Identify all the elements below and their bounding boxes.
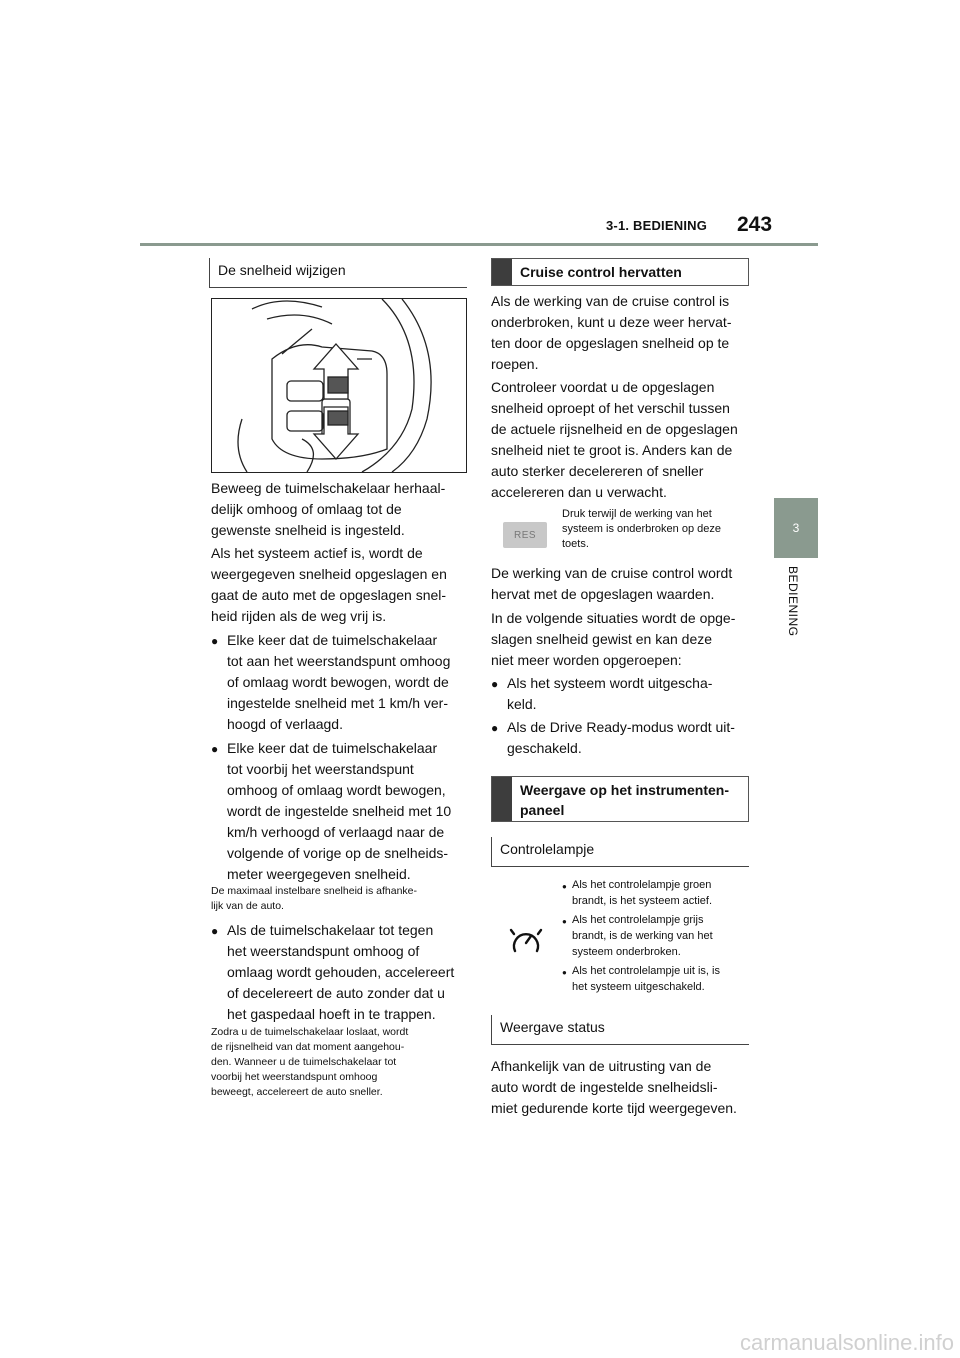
text-line: Elke keer dat de tuimelschakelaar <box>227 632 438 648</box>
bullet-icon: ● <box>562 882 567 891</box>
bullet-item-10km <box>211 738 473 885</box>
text-line: accelereren dan u verwacht. <box>491 484 667 500</box>
text-line: Als het controlelampje grijs <box>572 914 704 926</box>
bullet-item-1km <box>211 630 473 735</box>
text-line: omlaag wordt gehouden, accelereert <box>227 964 455 980</box>
text-line: tot aan het weerstandspunt omhoog <box>227 653 451 669</box>
text-line: Afhankelijk van de uitrusting van de <box>491 1058 712 1074</box>
text-line: het weerstandspunt omhoog of <box>227 943 420 959</box>
section-box-instrument-panel <box>491 776 749 822</box>
list-item <box>562 963 754 995</box>
text-line: De werking van de cruise control wordt <box>491 565 733 581</box>
text-line: ingestelde snelheid met 1 km/h ver- <box>227 695 448 711</box>
bullet-item-drive-ready <box>491 717 753 759</box>
para-resume-3 <box>491 563 753 605</box>
text-line: Controleer voordat u de opgeslagen <box>491 379 715 395</box>
subheading-change-speed: De snelheid wijzigen <box>209 258 467 288</box>
note-release <box>211 1025 473 1100</box>
bullet-item-hold <box>211 920 473 1025</box>
para-change-speed-1 <box>211 478 473 541</box>
text-line: Als het systeem actief is, wordt de <box>211 545 423 561</box>
text-line: delijk omhoog of omlaag tot de <box>211 501 402 517</box>
text-line: snelheid niet te groot is. Anders kan de <box>491 442 733 458</box>
header-rule <box>140 243 818 246</box>
text-line: systeem onderbroken. <box>572 946 681 958</box>
chapter-tab: 3 <box>774 498 818 558</box>
para-resume-4 <box>491 608 753 671</box>
section-header: 3-1. BEDIENING <box>606 218 708 233</box>
text-line: km/h verhoogd of verlaagd naar de <box>227 824 445 840</box>
text-line: Weergave op het instrumenten- <box>520 782 730 798</box>
lamp-status-list <box>562 877 754 998</box>
text-line: Als de werking van de cruise control is <box>491 293 730 309</box>
note-max-speed <box>211 884 473 914</box>
res-button-icon: RES <box>503 522 547 548</box>
text-line: Als het controlelampje groen <box>572 879 712 891</box>
bullet-item-system-off <box>491 673 753 715</box>
steering-switch-illustration <box>211 298 467 473</box>
text-line: wordt de ingestelde snelheid met 10 <box>227 803 452 819</box>
text-line: lijk van de auto. <box>211 900 284 912</box>
list-item <box>562 912 754 960</box>
text-line: gewenste snelheid is ingesteld. <box>211 522 405 538</box>
text-line: De maximaal instelbare snelheid is afhanke- <box>211 885 418 897</box>
text-line: het systeem uitgeschakeld. <box>572 981 705 993</box>
text-line: meter weergegeven snelheid. <box>227 866 411 882</box>
text-line: of decelereert de auto zonder dat u <box>227 985 445 1001</box>
text-line: de actuele rijsnelheid en de opgeslagen <box>491 421 738 437</box>
bullet-icon: ● <box>491 721 499 735</box>
text-line: roepen. <box>491 356 539 372</box>
bullet-icon: ● <box>211 742 219 756</box>
subheading-status-display: Weergave status <box>491 1015 749 1045</box>
bullet-icon: ● <box>562 968 567 977</box>
text-line: Druk terwijl de werking van het <box>562 508 712 520</box>
text-line: geschakeld. <box>507 740 582 756</box>
bullet-icon: ● <box>491 677 499 691</box>
text-line: In de volgende situaties wordt de opge- <box>491 610 736 626</box>
text-line: Als de Drive Ready-modus wordt uit- <box>507 719 735 735</box>
text-line: het gaspedaal hoeft in te trappen. <box>227 1006 436 1022</box>
text-line: Elke keer dat de tuimelschakelaar <box>227 740 438 756</box>
section-title-resume: Cruise control hervatten <box>520 264 682 280</box>
section-title-instrument-panel <box>512 777 737 821</box>
text-line: miet gedurende korte tijd weergegeven. <box>491 1100 737 1116</box>
text-line: hervat met de opgeslagen waarden. <box>491 586 715 602</box>
chapter-label: BEDIENING <box>786 566 800 637</box>
text-line: de rijsnelheid van dat moment aangehou- <box>211 1041 405 1053</box>
res-note <box>562 507 752 552</box>
section-bar <box>492 259 512 285</box>
text-line: Beweeg de tuimelschakelaar herhaal- <box>211 480 446 496</box>
subheading-indicator-lamp: Controlelampje <box>491 837 749 867</box>
text-line: paneel <box>520 801 565 818</box>
para-status-display <box>491 1056 761 1119</box>
text-line: of omlaag wordt bewogen, wordt de <box>227 674 449 690</box>
text-line: niet meer worden opgeroepen: <box>491 652 682 668</box>
page-number: 243 <box>737 213 773 236</box>
text-line: brandt, is de werking van het <box>572 930 713 942</box>
text-line: auto sterker decelereren of sneller <box>491 463 704 479</box>
text-line: Als het controlelampje uit is, is <box>572 965 720 977</box>
text-line: Zodra u de tuimelschakelaar loslaat, wordt <box>211 1026 409 1038</box>
list-item <box>562 877 754 909</box>
text-line: heid rijden als de weg vrij is. <box>211 608 387 624</box>
text-line: den. Wanneer u de tuimelschakelaar tot <box>211 1056 397 1068</box>
text-line: auto wordt de ingestelde snelheidsli- <box>491 1079 718 1095</box>
bullet-icon: ● <box>211 634 219 648</box>
para-resume-1 <box>491 291 753 375</box>
text-line: onderbroken, kunt u deze weer hervat- <box>491 314 732 330</box>
text-line: omhoog of omlaag wordt bewogen, <box>227 782 446 798</box>
text-line: Als de tuimelschakelaar tot tegen <box>227 922 434 938</box>
steering-wheel-icon <box>212 299 466 472</box>
text-line: keld. <box>507 696 537 712</box>
text-line: voorbij het weerstandspunt omhoog <box>211 1071 378 1083</box>
text-line: systeem is onderbroken op deze <box>562 523 721 535</box>
text-line: slagen snelheid gewist en kan deze <box>491 631 713 647</box>
text-line: beweegt, accelereert de auto sneller. <box>211 1086 383 1098</box>
text-line: tot voorbij het weerstandspunt <box>227 761 414 777</box>
para-resume-2 <box>491 377 753 503</box>
cruise-control-speedometer-icon <box>509 925 543 957</box>
text-line: ten door de opgeslagen snelheid op te <box>491 335 730 351</box>
text-line: gaat de auto met de opgeslagen snel- <box>211 587 447 603</box>
text-line: volgende of vorige op de snelheids- <box>227 845 449 861</box>
bullet-icon: ● <box>562 917 567 926</box>
section-bar <box>492 777 512 821</box>
text-line: snelheid oproept of het verschil tussen <box>491 400 730 416</box>
para-change-speed-2 <box>211 543 473 627</box>
section-box-resume <box>491 258 749 286</box>
text-line: toets. <box>562 538 589 550</box>
text-line: weergegeven snelheid opgeslagen en <box>211 566 447 582</box>
text-line: hoogd of verlaagd. <box>227 716 343 732</box>
watermark: carmanualsonline.info <box>739 1330 954 1355</box>
text-line: brandt, is het systeem actief. <box>572 895 713 907</box>
bullet-icon: ● <box>211 924 219 938</box>
text-line: Als het systeem wordt uitgescha- <box>507 675 713 691</box>
